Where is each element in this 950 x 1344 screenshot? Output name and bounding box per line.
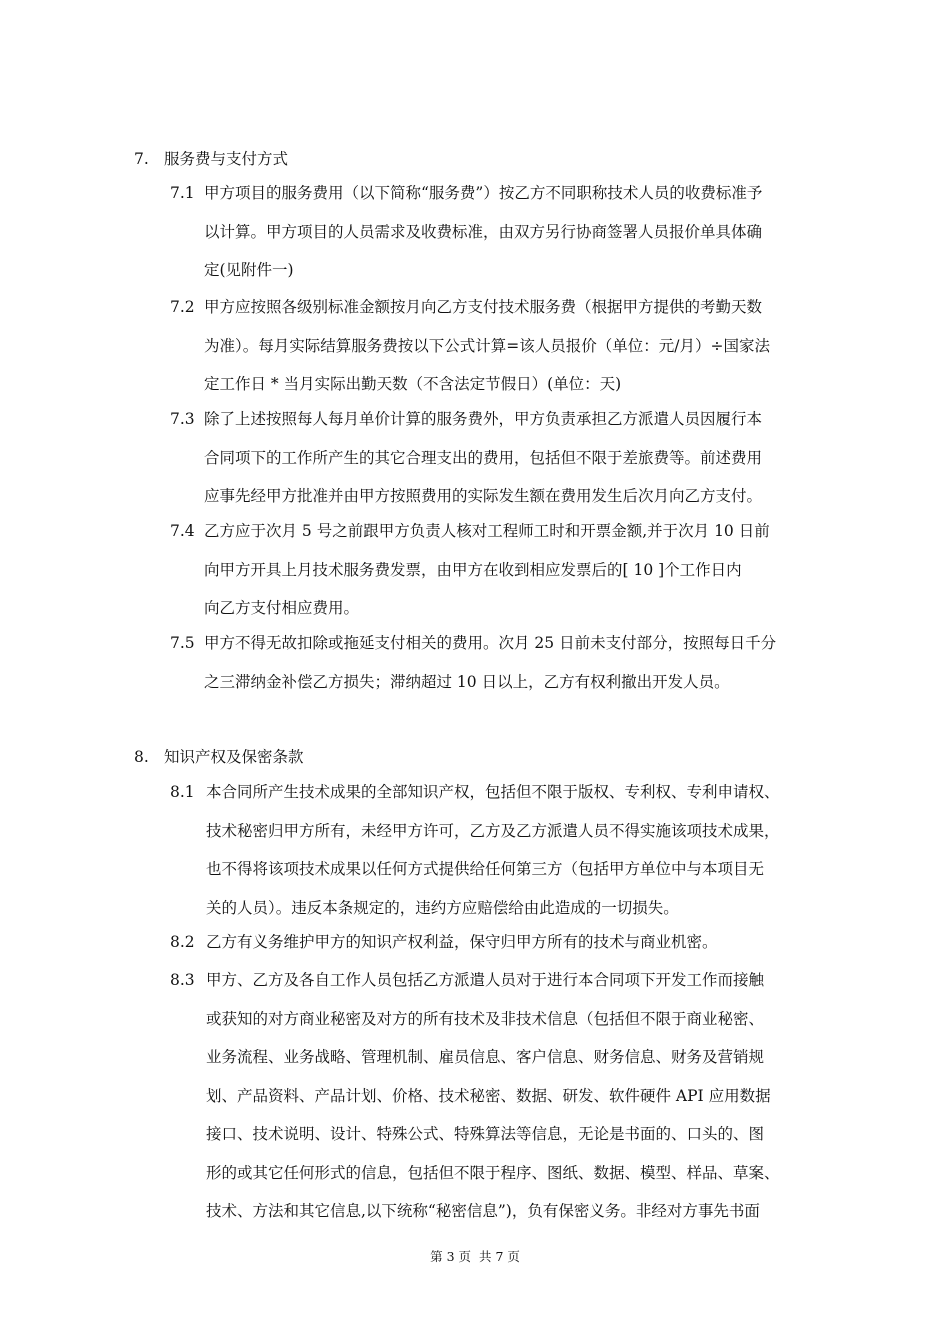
clause-number: 8.1 <box>170 783 195 801</box>
clause-line: 乙方有义务维护甲方的知识产权利益，保守归甲方所有的技术与商业机密。 <box>206 933 718 951</box>
section-heading <box>134 745 304 767</box>
clause-line: 划、产品资料、产品计划、价格、技术秘密、数据、研发、软件硬件 API 应用数据 <box>206 1086 771 1105</box>
clause-line: 应事先经甲方批准并由甲方按照费用的实际发生额在费用发生后次月向乙方支付。 <box>204 487 763 505</box>
clause-line: 业务流程、业务战略、管理机制、雇员信息、客户信息、财务信息、财务及营销规 <box>206 1048 765 1066</box>
clause-line: 定工作日 * 当月实际出勤天数（不含法定节假日）(单位：天) <box>204 375 622 393</box>
clause-line: 技术、方法和其它信息,以下统称“秘密信息”)，负有保密义务。非经对方事先书面 <box>206 1202 760 1220</box>
clause-line: 以计算。甲方项目的人员需求及收费标准，由双方另行协商签署人员报价单具体确 <box>204 222 763 241</box>
clause-line: 除了上述按照每人每月单价计算的服务费外，甲方负责承担乙方派遣人员因履行本 <box>204 410 763 428</box>
clause-7-1 <box>170 174 830 290</box>
clause-line: 甲方项目的服务费用（以下简称“服务费”）按乙方不同职称技术人员的收费标准予 <box>204 184 763 202</box>
clause-number: 7.2 <box>170 298 195 316</box>
clause-line: 之三滞纳金补偿乙方损失；滞纳超过 10 日以上，乙方有权利撤出开发人员。 <box>204 672 730 691</box>
clause-line: 乙方应于次月 5 号之前跟甲方负责人核对工程师工时和开票金额,并于次月 10 日前 <box>204 522 770 540</box>
clause-number: 7.3 <box>170 410 195 428</box>
section-number: 7. <box>134 150 149 168</box>
clause-number: 8.2 <box>170 933 195 951</box>
clause-7-3 <box>170 400 830 516</box>
clause-line: 或获知的对方商业秘密及对方的所有技术及非技术信息（包括但不限于商业秘密、 <box>206 1009 765 1028</box>
clause-line: 向甲方开具上月技术服务费发票，由甲方在收到相应发票后的[ 10 ]个工作日内 <box>204 560 742 579</box>
clause-line: 也不得将该项技术成果以任何方式提供给任何第三方（包括甲方单位中与本项目无 <box>206 860 765 878</box>
clause-line: 合同项下的工作所产生的其它合理支出的费用，包括但不限于差旅费等。前述费用 <box>204 448 763 467</box>
page-total: 共 7 页 <box>478 1249 520 1264</box>
clause-line: 接口、技术说明、设计、特殊公式、特殊算法等信息，无论是书面的、口头的、图 <box>206 1125 765 1143</box>
clause-number: 7.4 <box>170 522 195 540</box>
clause-line: 向乙方支付相应费用。 <box>204 599 360 617</box>
section-number: 8. <box>134 748 149 766</box>
clause-8-3 <box>170 961 830 1231</box>
clause-number: 8.3 <box>170 971 195 989</box>
clause-number: 7.1 <box>170 184 195 202</box>
clause-line: 技术秘密归甲方所有，未经甲方许可，乙方及乙方派遣人员不得实施该项技术成果， <box>206 821 780 840</box>
clause-line: 甲方、乙方及各自工作人员包括乙方派遣人员对于进行本合同项下开发工作而接触 <box>206 971 765 989</box>
clause-line: 本合同所产生技术成果的全部知识产权，包括但不限于版权、专利权、专利申请权、 <box>206 783 780 801</box>
clause-8-2 <box>170 923 830 962</box>
section-title: 知识产权及保密条款 <box>164 748 304 766</box>
clause-7-5 <box>170 624 830 701</box>
clause-7-2 <box>170 288 830 404</box>
clause-line: 甲方不得无故扣除或拖延支付相关的费用。次月 25 日前未支付部分，按照每日千分 <box>204 634 777 652</box>
page-footer <box>0 1247 950 1265</box>
clause-number: 7.5 <box>170 634 195 652</box>
page-number: 第 3 页 <box>430 1249 471 1264</box>
clause-line: 甲方应按照各级别标准金额按月向乙方支付技术服务费（根据甲方提供的考勤天数 <box>204 298 763 316</box>
clause-line: 为准）。每月实际结算服务费按以下公式计算=该人员报价（单位：元/月）÷国家法 <box>204 336 770 355</box>
clause-line: 关的人员）。违反本条规定的，违约方应赔偿给由此造成的一切损失。 <box>206 898 679 917</box>
clause-line: 定(见附件一) <box>204 261 294 279</box>
section-title: 服务费与支付方式 <box>164 150 289 168</box>
section-heading <box>134 147 288 169</box>
clause-7-4 <box>170 512 830 628</box>
clause-line: 形的或其它任何形式的信息，包括但不限于程序、图纸、数据、模型、样品、草案、 <box>206 1163 780 1182</box>
clause-8-1 <box>170 773 830 927</box>
